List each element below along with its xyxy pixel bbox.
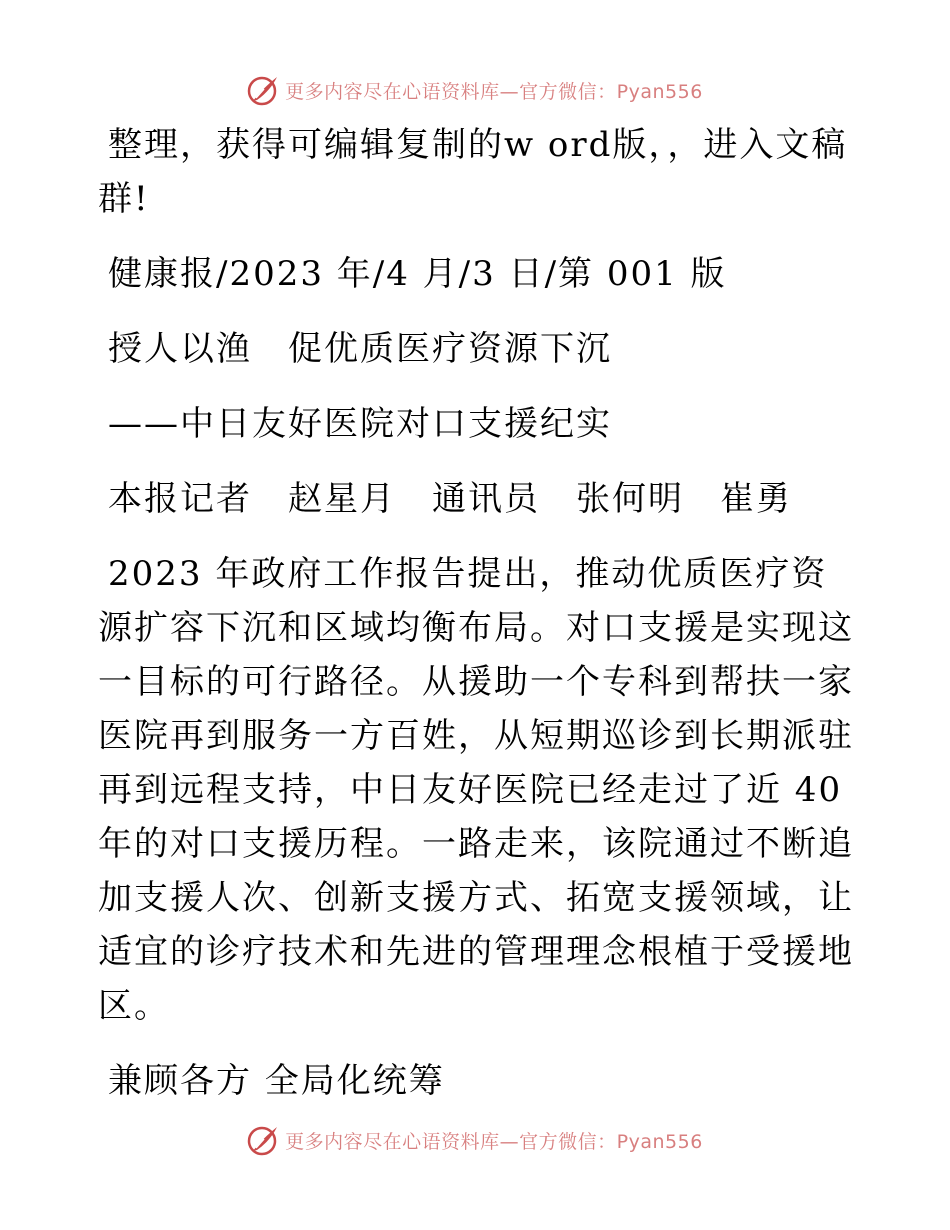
header-watermark xyxy=(0,70,950,110)
document-body xyxy=(98,118,858,1129)
dateline: 健康报/2023 年/4 月/3 日/第 001 版 xyxy=(108,254,727,294)
quill-pen-logo-icon xyxy=(247,73,281,107)
section-heading: 兼顾各方 全局化统筹 xyxy=(108,1061,445,1101)
article-byline: 本报记者 赵星月 通讯员 张何明 崔勇 xyxy=(108,479,792,519)
footer-watermark xyxy=(0,1120,950,1160)
main-paragraph: 2023 年政府工作报告提出，推动优质医疗资源扩容下沉和区域均衡布局。对口支援是实现这一目标的可行路径。从援助一个专科到帮扶一家医院再到服务一方百姓，从短期巡诊到长期派驻再到远程支持，中日友好医院已经走过了近 40 年的对口支援历程。一路走来，该院通过不断追加支援人次、创新支援方式、拓宽支援领域，让适宜的诊疗技术和先进的管理理念根植于受援地区。 xyxy=(98,554,854,1026)
quill-pen-logo-icon xyxy=(247,1123,281,1157)
watermark-text: 更多内容尽在心语资料库—官方微信：Pyan556 xyxy=(285,80,703,103)
intro-paragraph: 整理，获得可编辑复制的w ord版，，进入文稿群! xyxy=(98,125,848,219)
watermark-text: 更多内容尽在心语资料库—官方微信：Pyan556 xyxy=(285,1130,703,1153)
article-headline: 授人以渔 促优质医疗资源下沉 xyxy=(108,329,612,369)
article-subheadline: ——中日友好医院对口支援纪实 xyxy=(108,404,612,444)
